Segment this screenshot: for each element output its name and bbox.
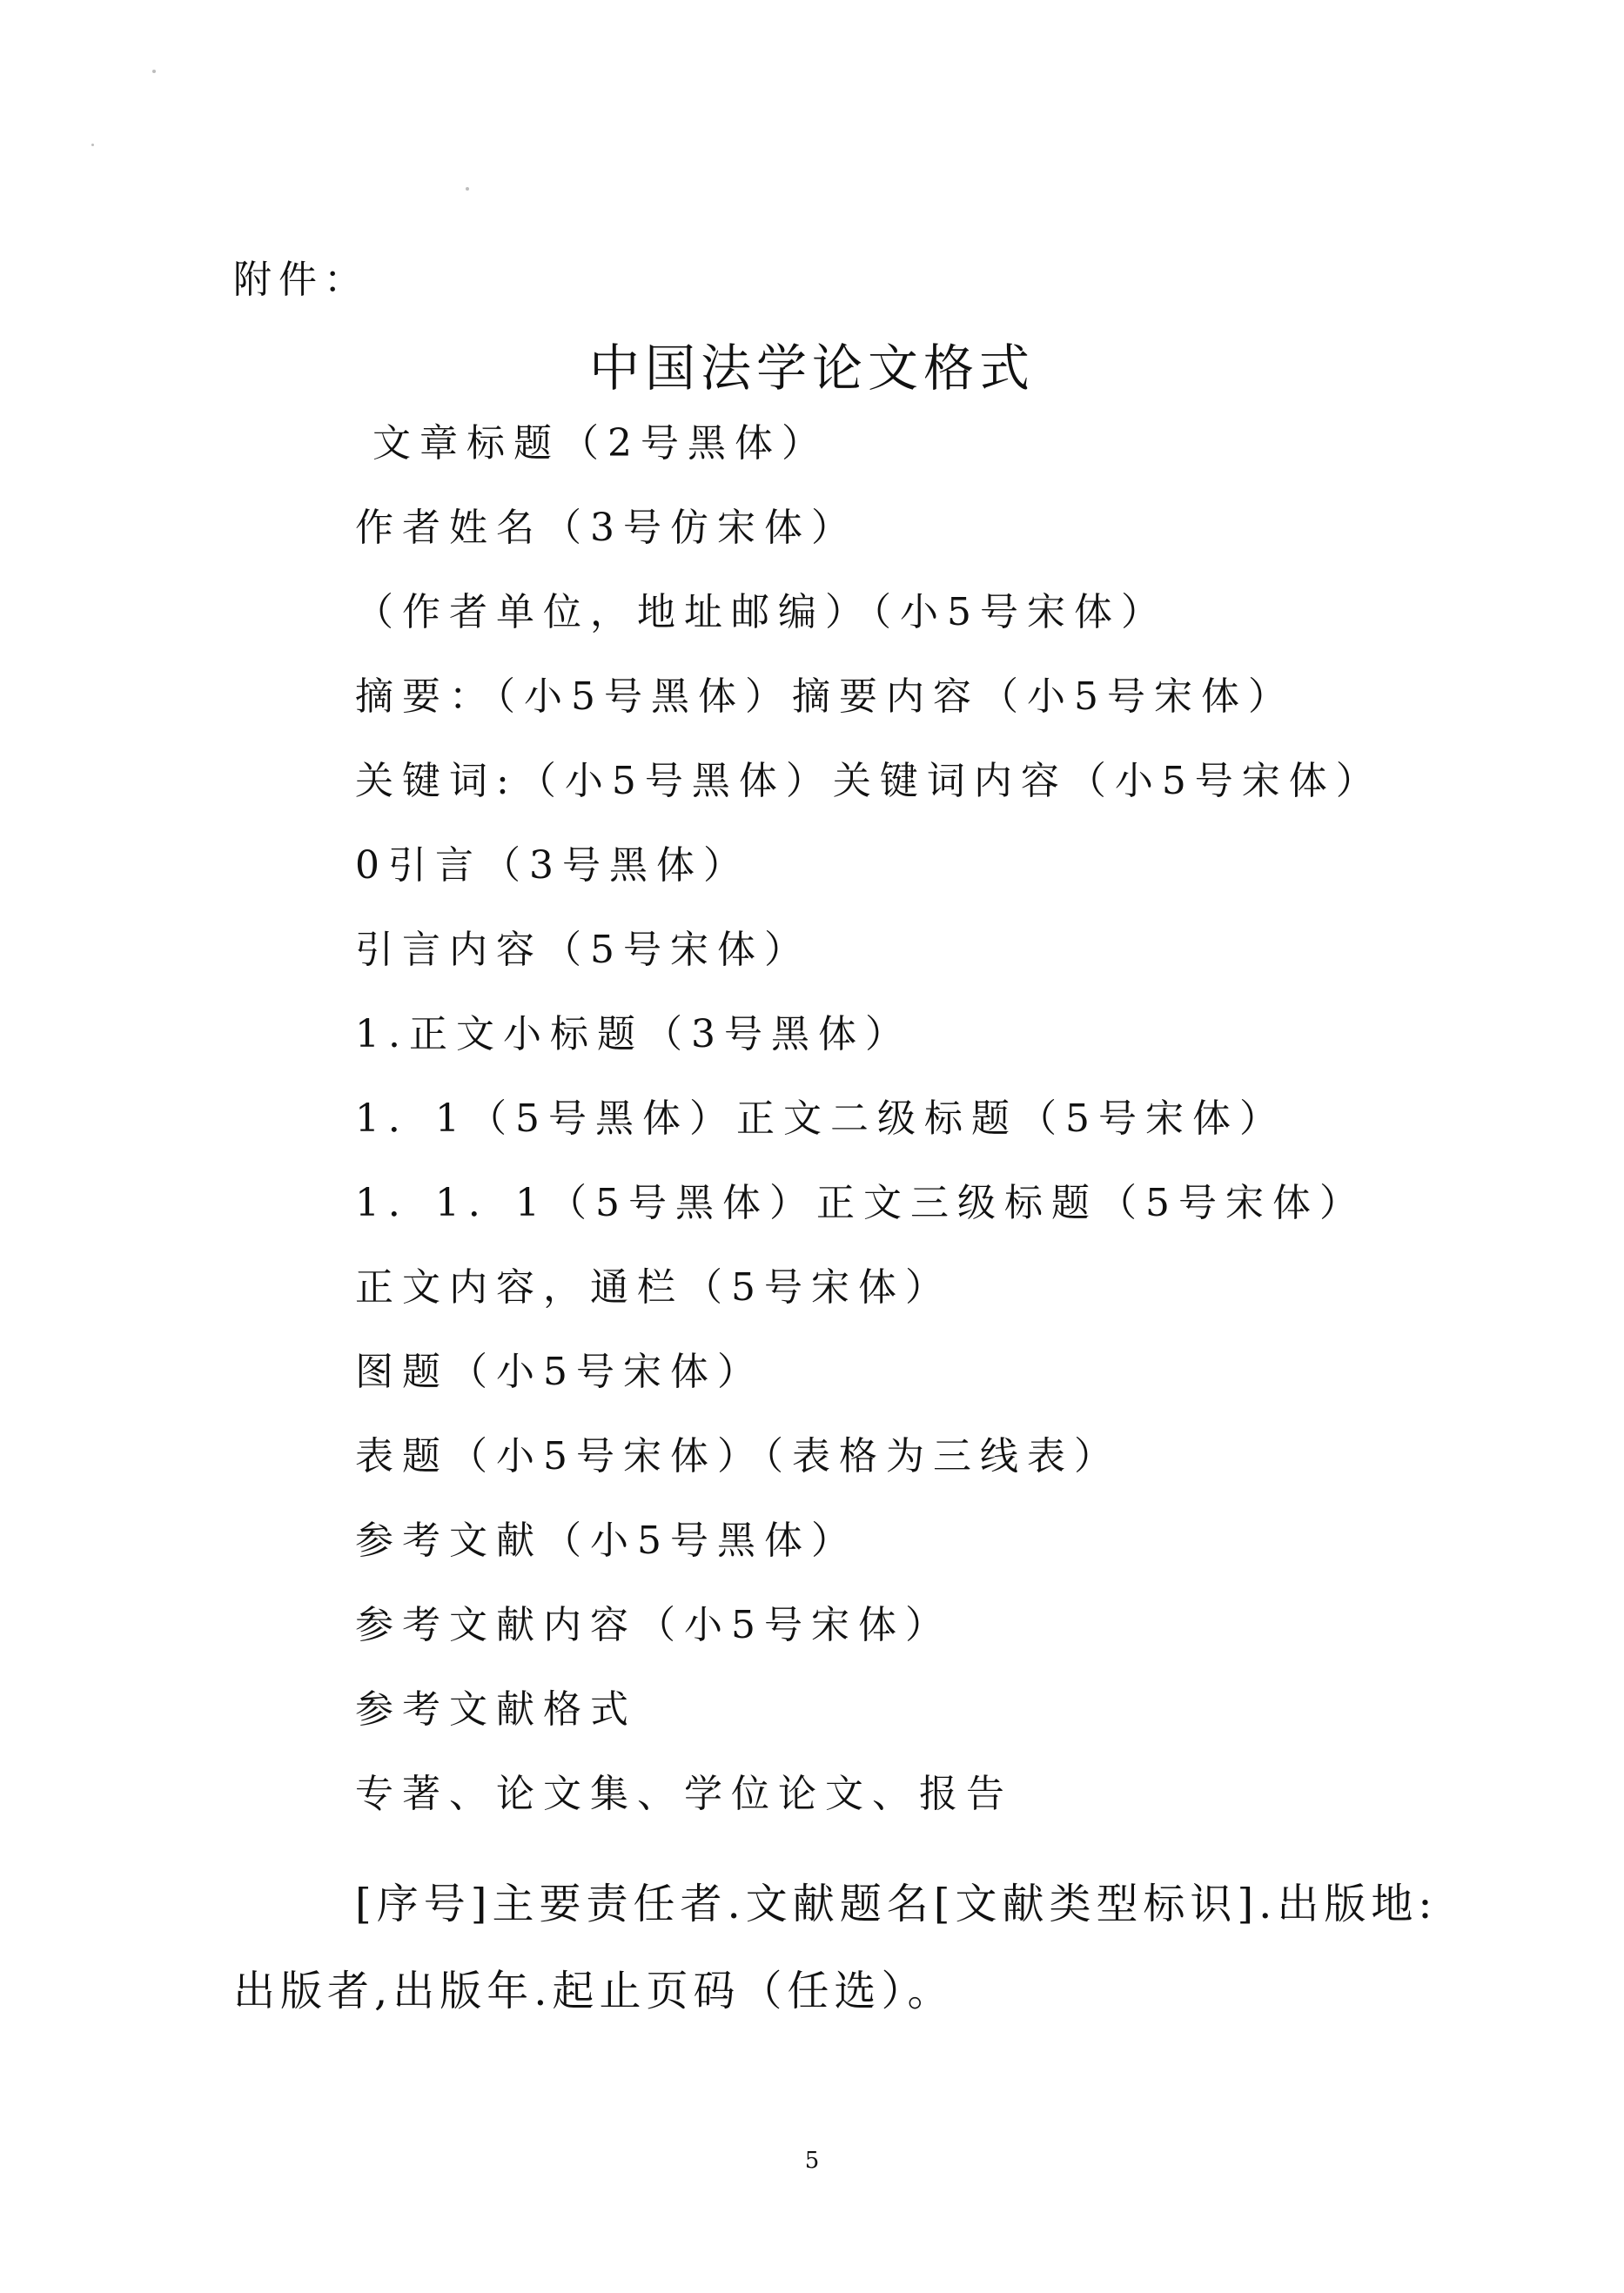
page-number: 5 [804, 2148, 820, 2174]
scan-speck [152, 70, 156, 73]
format-line-section-heading: 1.正文小标题（3号黑体） [355, 1012, 912, 1056]
format-line-introduction: 0引言（3号黑体） [355, 843, 750, 888]
format-line-third-level-heading: 1．1．1（5号黑体）正文三级标题（5号宋体） [355, 1181, 1366, 1225]
format-line-table-caption: 表题（小5号宋体）（表格为三线表） [355, 1434, 1121, 1478]
format-line-figure-caption: 图题（小5号宋体） [355, 1350, 764, 1394]
scan-speck [91, 144, 94, 146]
format-list [355, 416, 1486, 1851]
scan-speck [466, 187, 469, 191]
document-title: 中国法学论文格式 [588, 339, 1035, 398]
format-line-second-level-heading: 1．1（5号黑体）正文二级标题（5号宋体） [355, 1096, 1286, 1141]
format-line-author-unit: （作者单位，地址邮编）（小5号宋体） [355, 590, 1168, 634]
format-line-monograph-types: 专著、论文集、学位论文、报告 [355, 1772, 1013, 1816]
format-line-introduction-content: 引言内容（5号宋体） [355, 928, 811, 972]
citation-format-paragraph: [序号]主要责任者.文献题名[文献类型标识].出版地:出版者,出版年.起止页码（任选）。 [233, 1880, 1438, 2015]
format-line-keywords: 关键词:（小5号黑体）关键词内容（小5号宋体） [355, 759, 1383, 803]
format-line-article-title: 文章标题（2号黑体） [372, 421, 829, 466]
format-line-references-format: 参考文献格式 [355, 1687, 637, 1732]
format-line-references-heading: 参考文献（小5号黑体） [355, 1519, 858, 1563]
format-line-references-content: 参考文献内容（小5号宋体） [355, 1603, 952, 1647]
format-line-author-name: 作者姓名（3号仿宋体） [355, 506, 858, 550]
format-line-body-content: 正文内容，通栏（5号宋体） [355, 1265, 952, 1310]
attachment-label: 附件： [233, 258, 369, 302]
format-line-abstract: 摘要：（小5号黑体）摘要内容（小5号宋体） [355, 674, 1295, 719]
